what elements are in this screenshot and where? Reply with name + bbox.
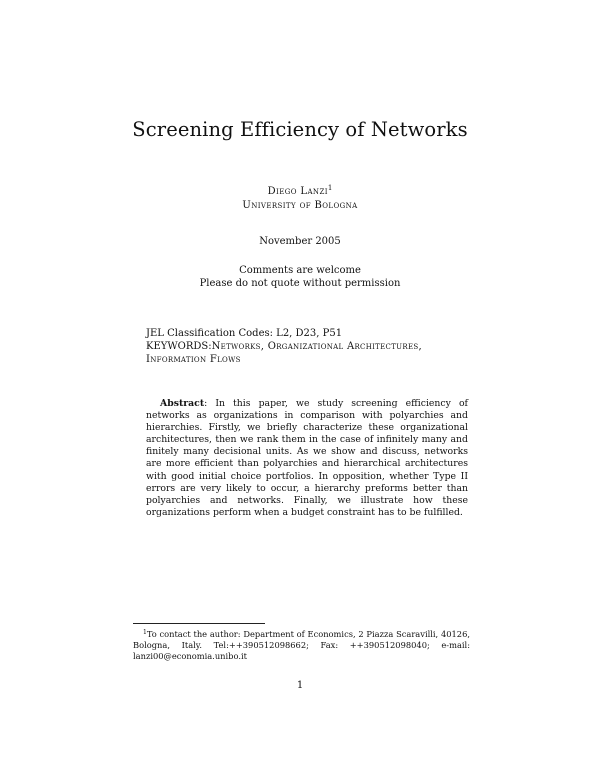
comments-line-1: Comments are welcome — [239, 265, 361, 276]
footnote-divider — [133, 623, 265, 624]
abstract — [146, 398, 468, 519]
affiliation: University of Bologna — [242, 200, 358, 211]
author-name: Diego Lanzi — [267, 186, 328, 197]
comments-note — [0, 264, 600, 290]
footnote — [133, 627, 470, 662]
footnote-mark: 1 — [143, 629, 147, 636]
paper-title: Screening Efficiency of Networks — [132, 118, 468, 141]
author-footnote-mark[interactable]: 1 — [327, 184, 333, 192]
jel-line — [146, 327, 470, 340]
page-number: 1 — [296, 680, 304, 691]
author-line — [0, 181, 600, 199]
jel-codes: L2, D23, P51 — [276, 328, 343, 339]
comments-line-2: Please do not quote without permission — [199, 278, 401, 289]
keywords-line — [146, 340, 470, 366]
author-block — [0, 181, 600, 213]
abstract-text: : In this paper, we study screening efficiency of networks as organizations in comparison with polyarchies and hierarchies. Firstly, we briefly characterize these organizational architectures, then we rank them in the case of infinitely many and finitely many decisional units. As we show and discuss, networks are more efficient than polyarchies and hierarchical architectures with good initial choice portfolios. In opposition, whether Type II errors are very likely to occur, a hierarchy preforms better than polyarchies and networks. Finally, we illustrate how these organizations perform when a budget constraint has to be fulfilled. — [146, 398, 468, 518]
paper-date: November 2005 — [259, 236, 341, 247]
abstract-label: Abstract — [160, 398, 205, 409]
classification-block — [146, 327, 470, 366]
keywords-values: Networks, Organizational Architectures, Information Flows — [146, 341, 422, 365]
keywords-label: KEYWORDS: — [146, 341, 212, 352]
jel-label: JEL Classification Codes: — [146, 328, 273, 339]
footnote-text: To contact the author: Department of Economics, 2 Piazza Scaravilli, 40126, Bologna, Italy. Tel:++390512098662; Fax: ++390512098040; e-mail: lanzi00@economia.unibo.it — [133, 629, 470, 661]
